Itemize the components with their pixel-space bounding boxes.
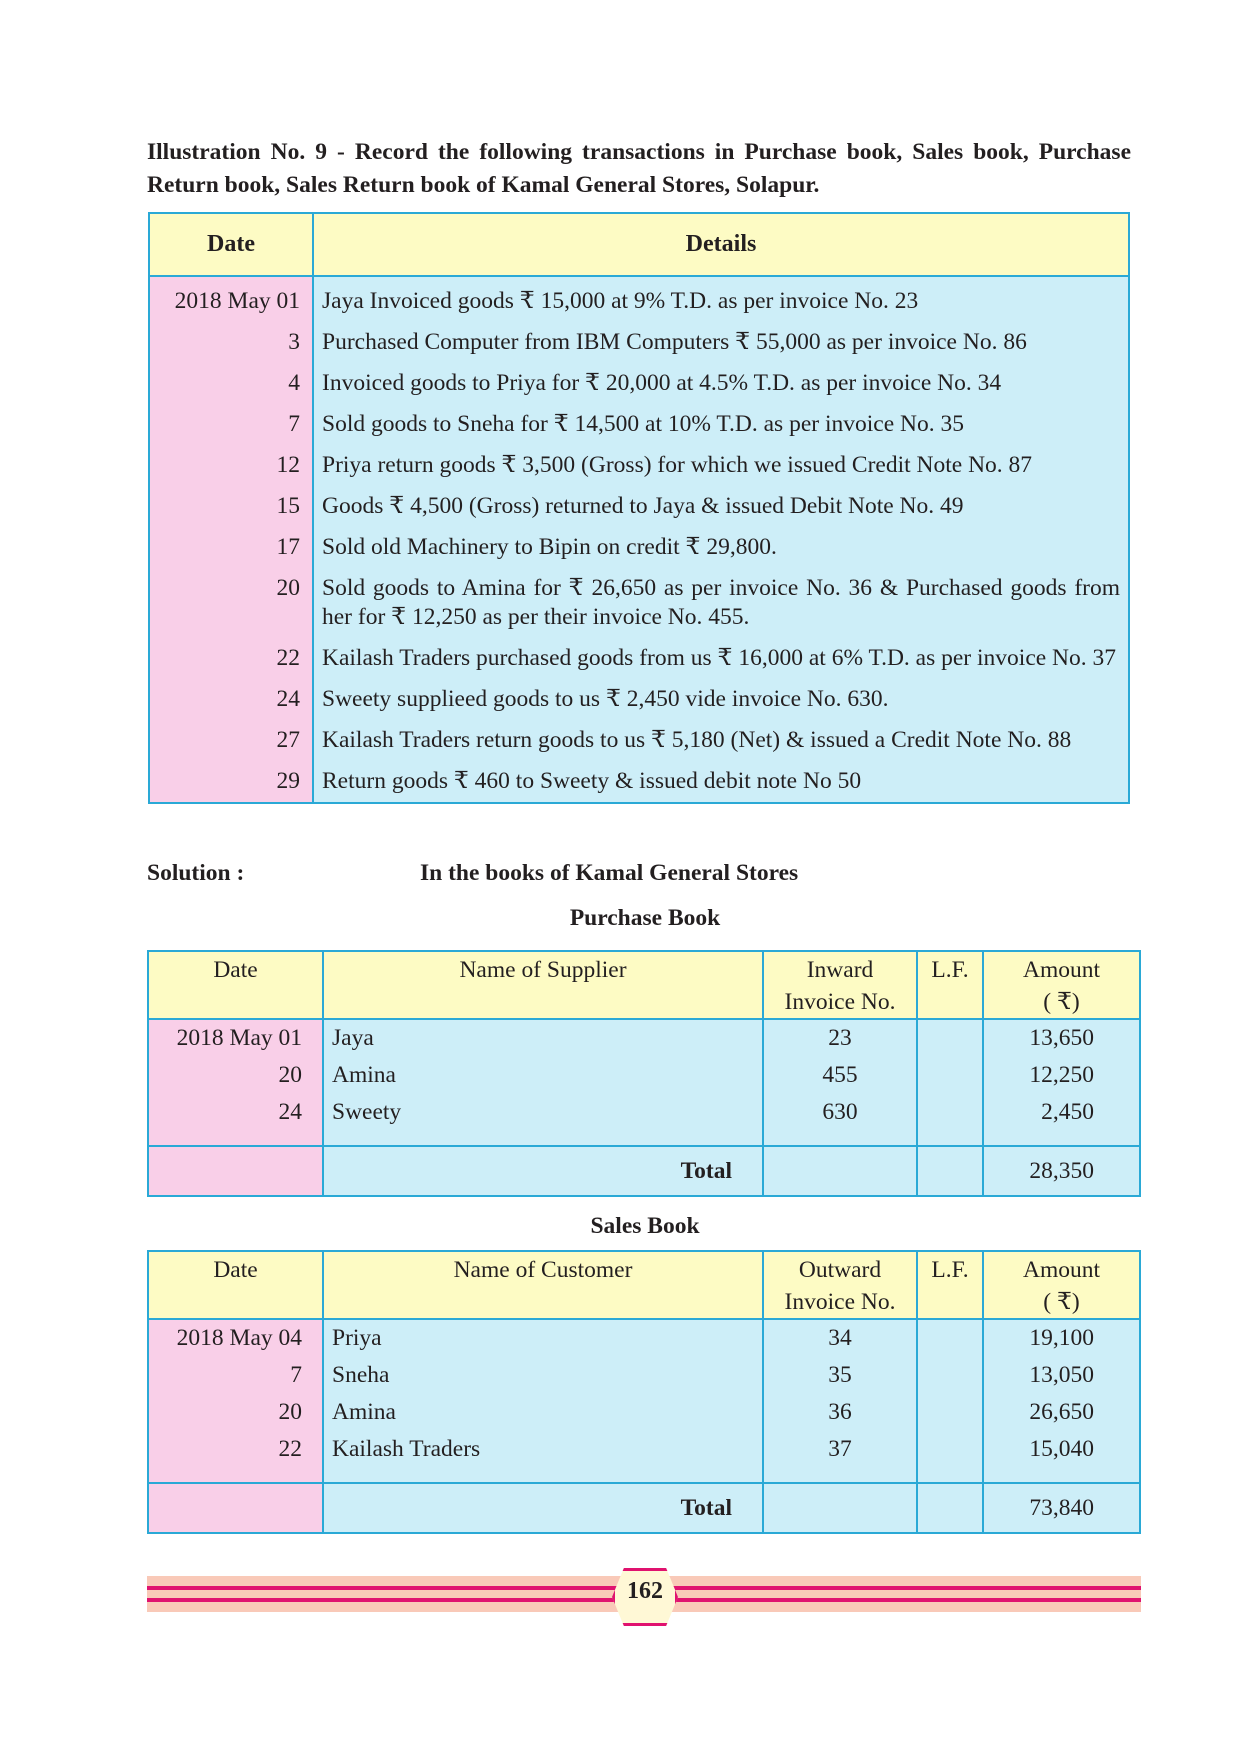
solution-label: Solution :: [147, 860, 245, 886]
table-row: 22 Kailash Traders 37 15,040: [148, 1431, 1140, 1468]
inward-invoice-header: Inward Invoice No.: [763, 951, 917, 1019]
sales-total-amount: 73,840: [983, 1483, 1140, 1533]
transaction-row: 20 Sold goods to Amina for ₹ 26,650 as per invoice No. 36 & Purchased goods from her for ₹ 12,250 as per their invoice No. 455.: [149, 568, 1129, 638]
transactions-header-row: [149, 213, 1129, 276]
table-row: 2018 May 04 Priya 34 19,100: [148, 1319, 1140, 1357]
purchase-book-title: Purchase Book: [569, 905, 721, 931]
outward-invoice-header: Outward Invoice No.: [763, 1251, 917, 1319]
purchase-total-amount: 28,350: [983, 1146, 1140, 1196]
page-number: 162: [627, 1578, 663, 1604]
sales-book-table: [147, 1250, 1141, 1534]
transactions-date-header: Date: [149, 213, 313, 276]
transaction-row: 27 Kailash Traders return goods to us ₹ 5,180 (Net) & issued a Credit Note No. 88: [149, 720, 1129, 761]
table-row: 20 Amina 455 12,250: [148, 1057, 1140, 1094]
sales-book-header-row: [148, 1251, 1140, 1319]
table-row: 24 Sweety 630 2,450: [148, 1094, 1140, 1131]
transaction-row: 17 Sold old Machinery to Bipin on credit ₹ 29,800.: [149, 527, 1129, 568]
supplier-name-header: Name of Supplier: [323, 951, 763, 1019]
transaction-row: 24 Sweety supplieed goods to us ₹ 2,450 vide invoice No. 630.: [149, 679, 1129, 720]
purchase-book-table: [147, 950, 1141, 1197]
table-row: 7 Sneha 35 13,050: [148, 1357, 1140, 1394]
sales-lf-header: L.F.: [917, 1251, 983, 1319]
transaction-row: 7 Sold goods to Sneha for ₹ 14,500 at 10% T.D. as per invoice No. 35: [149, 404, 1129, 445]
customer-name-header: Name of Customer: [323, 1251, 763, 1319]
sales-date-header: Date: [148, 1251, 323, 1319]
transactions-table: [148, 212, 1130, 804]
purchase-lf-header: L.F.: [917, 951, 983, 1019]
purchase-total-label: Total: [323, 1146, 763, 1196]
sales-total-row: [148, 1483, 1140, 1533]
purchase-date-header: Date: [148, 951, 323, 1019]
transaction-row: 4 Invoiced goods to Priya for ₹ 20,000 at 4.5% T.D. as per invoice No. 34: [149, 363, 1129, 404]
transaction-row: 3 Purchased Computer from IBM Computers ₹ 55,000 as per invoice No. 86: [149, 322, 1129, 363]
books-of-title: In the books of Kamal General Stores: [420, 860, 799, 886]
purchase-amount-header: Amount ( ₹): [983, 951, 1140, 1019]
purchase-total-row: [148, 1146, 1140, 1196]
sales-total-label: Total: [323, 1483, 763, 1533]
illustration-heading: Illustration No. 9 - Record the following transactions in Purchase book, Sales book, Purchase Return book, Sales Return book of Kamal General Stores, Solapur.: [147, 139, 1131, 198]
transaction-row: 29 Return goods ₹ 460 to Sweety & issued debit note No 50: [149, 761, 1129, 803]
sales-amount-header: Amount ( ₹): [983, 1251, 1140, 1319]
transaction-row: 22 Kailash Traders purchased goods from us ₹ 16,000 at 6% T.D. as per invoice No. 37: [149, 638, 1129, 679]
sales-book-title: Sales Book: [590, 1213, 700, 1239]
table-row: 2018 May 01 Jaya 23 13,650: [148, 1019, 1140, 1057]
table-row: 20 Amina 36 26,650: [148, 1394, 1140, 1431]
transactions-details-header: Details: [313, 213, 1129, 276]
purchase-book-header-row: [148, 951, 1140, 1019]
transaction-row: 2018 May 01 Jaya Invoiced goods ₹ 15,000 at 9% T.D. as per invoice No. 23: [149, 276, 1129, 322]
transaction-row: 12 Priya return goods ₹ 3,500 (Gross) for which we issued Credit Note No. 87: [149, 445, 1129, 486]
transaction-row: 15 Goods ₹ 4,500 (Gross) returned to Jaya & issued Debit Note No. 49: [149, 486, 1129, 527]
